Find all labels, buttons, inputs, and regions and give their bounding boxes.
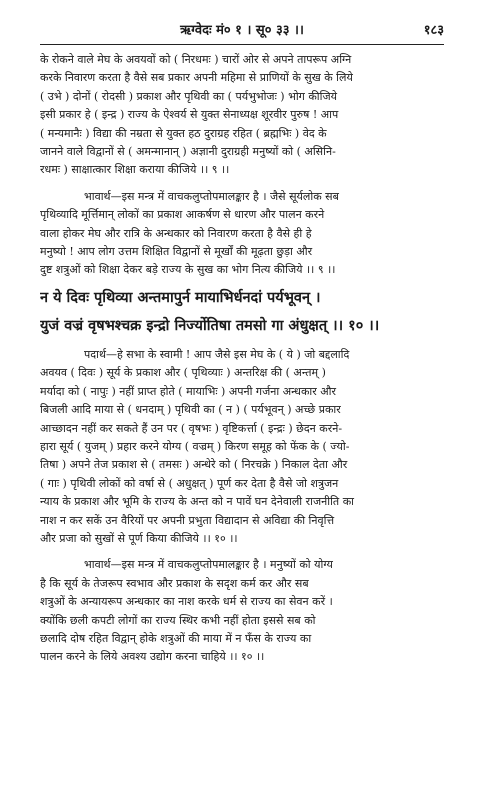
text-line: के रोकने वाले मेघ के अवयवों को ( निरधमः ) चारों ओर से अपने तापरूप अग्नि (40, 53, 352, 66)
text-line: पृथिव्यादि मूर्त्तिमान् लोकों का प्रकाश आकर्षण से धारण और पालन करने (40, 208, 325, 222)
page-number: १८३ (423, 23, 444, 38)
page-header (40, 20, 444, 45)
padartha-verse-10 (40, 346, 444, 548)
text-line: नाश न कर सकें उन वैरियों पर अपनी प्रभुता विद्यादान से अविद्या की निवृत्ति (40, 513, 335, 527)
verse-line: न ये दिवः पृथिव्या अन्तमापुर्न मायाभिर्धनदां पर्यभूवन् । (40, 288, 321, 306)
text-line: ( मन्यमानैः ) विद्या की नम्रता से युक्त हठ दुराग्रह रहित ( ब्रह्मभिः ) वेद के (40, 126, 327, 140)
verse-line: युजं वज्रं वृषभश्चक्र इन्द्रो निर्ज्योतिषा तमसो गा अंधुक्षत् ।। १० ।। (40, 316, 380, 334)
text-line: दुष्ट शत्रुओं को शिक्षा देकर बड़े राज्य के सुख का भोग नित्य कीजिये ।। ९ ।। (40, 263, 336, 277)
text-line: शत्रुओं के अन्यायरूप अन्धकार का नाश करके धर्म से राज्य का सेवन करें । (40, 595, 333, 609)
text-line: आच्छादन नहीं कर सकते हैं उन पर ( वृषभः ) वृष्टिकर्त्ता ( इन्द्रः ) छेदन करने- (40, 421, 343, 435)
text-line: बिजली आदि माया से ( धनदाम् ) पृथिवी का ( न ) ( पर्यभूवन् ) अच्छे प्रकार (40, 403, 341, 417)
text-line: क्योंकि छली कपटी लोगों का राज्य स्थिर कभी नहीं होता इससे सब को (40, 613, 316, 627)
bhavartha-verse-10 (40, 556, 444, 666)
text-line: तिषा ) अपने तेज प्रकाश से ( तमसः ) अन्धेरे को ( निरचक्रे ) निकाल देता और (40, 458, 348, 472)
text-line: भावार्थ—इस मन्त्र में वाचकलुप्तोपमालङ्कार है । मनुष्यों को योग्य (84, 558, 333, 572)
text-line: पालन करने के लिये अवश्य उद्योग करना चाहिये ।। १० ।। (40, 650, 265, 664)
text-line: है कि सूर्य के तेजरूप स्वभाव और प्रकाश के सदृश कर्म कर और सब (40, 576, 309, 590)
text-line: मर्यादा को ( नापुः ) नहीं प्राप्त होते ( मायाभिः ) अपनी गर्जना अन्धकार और (40, 384, 336, 398)
text-line: इसी प्रकार हे ( इन्द्र ) राज्य के ऐश्वर्य से युक्त सेनाध्यक्ष शूरवीर पुरुष ! आप (40, 108, 339, 122)
running-title: ऋग्वेदः मं० १ । सू० ३३ ।। (180, 23, 304, 38)
text-line: करके निवारण करता है वैसे सब प्रकार अपनी महिमा से प्राणियों के सुख के लिये (40, 71, 353, 85)
spacer (40, 548, 444, 556)
spacer (40, 180, 444, 188)
text-line: छलादि दोष रहित विद्वान् होके शत्रुओं की माया में न फँस के राज्य का (40, 631, 312, 645)
text-line: न्याय के प्रकाश और भूमि के राज्य के अन्त को न पावें घन देनेवाली राजनीति का (40, 495, 354, 509)
text-line: ( उभे ) दोनों ( रोदसी ) प्रकाश और पृथिवी का ( पर्यभुभोजः ) भोग कीजिये (40, 89, 338, 103)
text-line: जानने वाले विद्वानों से ( अमन्मानान् ) अज्ञानी दुराग्रही मनुष्यों को ( असिनि- (40, 145, 336, 159)
text-line: भावार्थ—इस मन्त्र में वाचकलुप्तोपमालङ्कार है । जैसे सूर्यलोक सब (84, 189, 339, 203)
text-line: और प्रजा को सुखों से पूर्ण किया कीजिये ।। १० ।। (40, 531, 238, 545)
bhavartha-verse-9 (40, 188, 444, 280)
text-line: रधमः ) साक्षात्कार शिक्षा कराया कीजिये ।। ९ ।। (40, 163, 230, 177)
text-line: वाला होकर मेघ और रात्रि के अन्धकार को निवारण करता है वैसे ही हे (40, 226, 312, 240)
text-line: मनुष्यो ! आप लोग उत्तम शिक्षित विद्वानों से मूर्खों की मूढ़ता छुड़ा और (40, 245, 313, 259)
mantra-verse-10 (40, 284, 444, 340)
text-line: अवयव ( दिवः ) सूर्य के प्रकाश और ( पृथिव्याः ) अन्तरिक्ष की ( अन्तम् ) (40, 366, 326, 380)
text-line: पदार्थ—हे सभा के स्वामी ! आप जैसे इस मेघ के ( ये ) जो बद्दलादि (84, 347, 350, 361)
text-line: ( गाः ) पृथिवी लोकों को वर्षा से ( अधुक्षत् ) पूर्ण कर देता है वैसे जो शत्रुजन (40, 476, 339, 490)
text-line: हारा सूर्य ( युजम् ) प्रहार करने योग्य ( वज्रम् ) किरण समूह को फेंक के ( ज्यो- (40, 439, 350, 453)
padartha-verse-9-continued (40, 51, 444, 180)
